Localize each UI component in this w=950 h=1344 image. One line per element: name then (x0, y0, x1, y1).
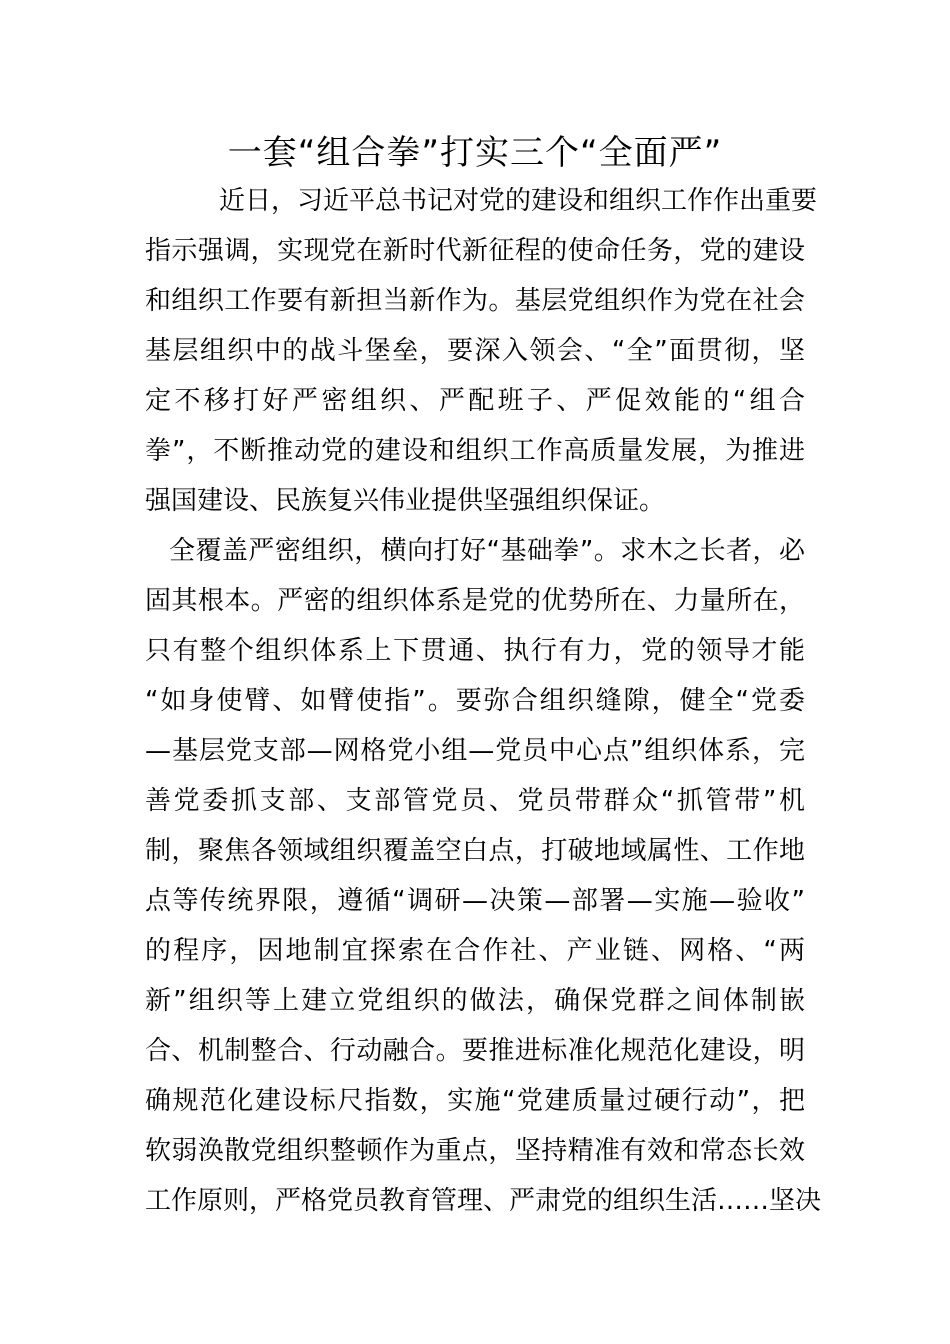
text-line: 强国建设、民族复兴伟业提供坚强组织保证。 (145, 486, 666, 516)
text-line: 全覆盖严密组织，横向打好“基础拳”。求木之长者，必 (169, 536, 805, 566)
document-title: 一套“组合拳”打实三个“全面严” (227, 133, 723, 173)
text-line: —基层党支部—网格党小组—党员中心点”组织体系，完 (145, 736, 805, 766)
text-line: 指示强调，实现党在新时代新征程的使命任务，党的建设 (145, 236, 805, 266)
text-line: 新”组织等上建立党组织的做法，确保党群之间体制嵌 (145, 986, 805, 1016)
text-line: 和组织工作要有新担当新作为。基层党组织作为党在社会 (145, 286, 805, 316)
text-line: 合、机制整合、行动融合。要推进标准化规范化建设，明 (145, 1036, 805, 1066)
text-line: 确规范化建设标尺指数，实施“党建质量过硬行动”，把 (145, 1086, 805, 1116)
text-line: 善党委抓支部、支部管党员、党员带群众“抓管带”机 (145, 786, 805, 816)
text-line: 拳”，不断推动党的建设和组织工作高质量发展，为推进 (145, 436, 805, 466)
text-line: 制，聚焦各领域组织覆盖空白点，打破地域属性、工作地 (145, 836, 805, 866)
text-line: 只有整个组织体系上下贯通、执行有力，党的领导才能 (145, 636, 805, 666)
text-line: 点等传统界限，遵循“调研—决策—部署—实施—验收” (145, 886, 805, 916)
text-line: 的程序，因地制宜探索在合作社、产业链、网格、“两 (145, 936, 805, 966)
text-line: 基层组织中的战斗堡垒，要深入领会、“全”面贯彻，坚 (145, 336, 805, 366)
document-body (145, 176, 822, 1226)
text-line: 固其根本。严密的组织体系是党的优势所在、力量所在， (145, 586, 805, 616)
text-line: 工作原则，严格党员教育管理、严肃党的组织生活……坚决 (145, 1186, 822, 1216)
text-line: 软弱涣散党组织整顿作为重点，坚持精准有效和常态长效 (145, 1136, 805, 1166)
text-line: 定不移打好严密组织、严配班子、严促效能的“组合 (145, 386, 805, 416)
text-line: “如身使臂、如臂使指”。要弥合组织缝隙，健全“党委 (145, 686, 805, 716)
text-line: 近日，习近平总书记对党的建设和组织工作作出重要 (219, 186, 818, 216)
